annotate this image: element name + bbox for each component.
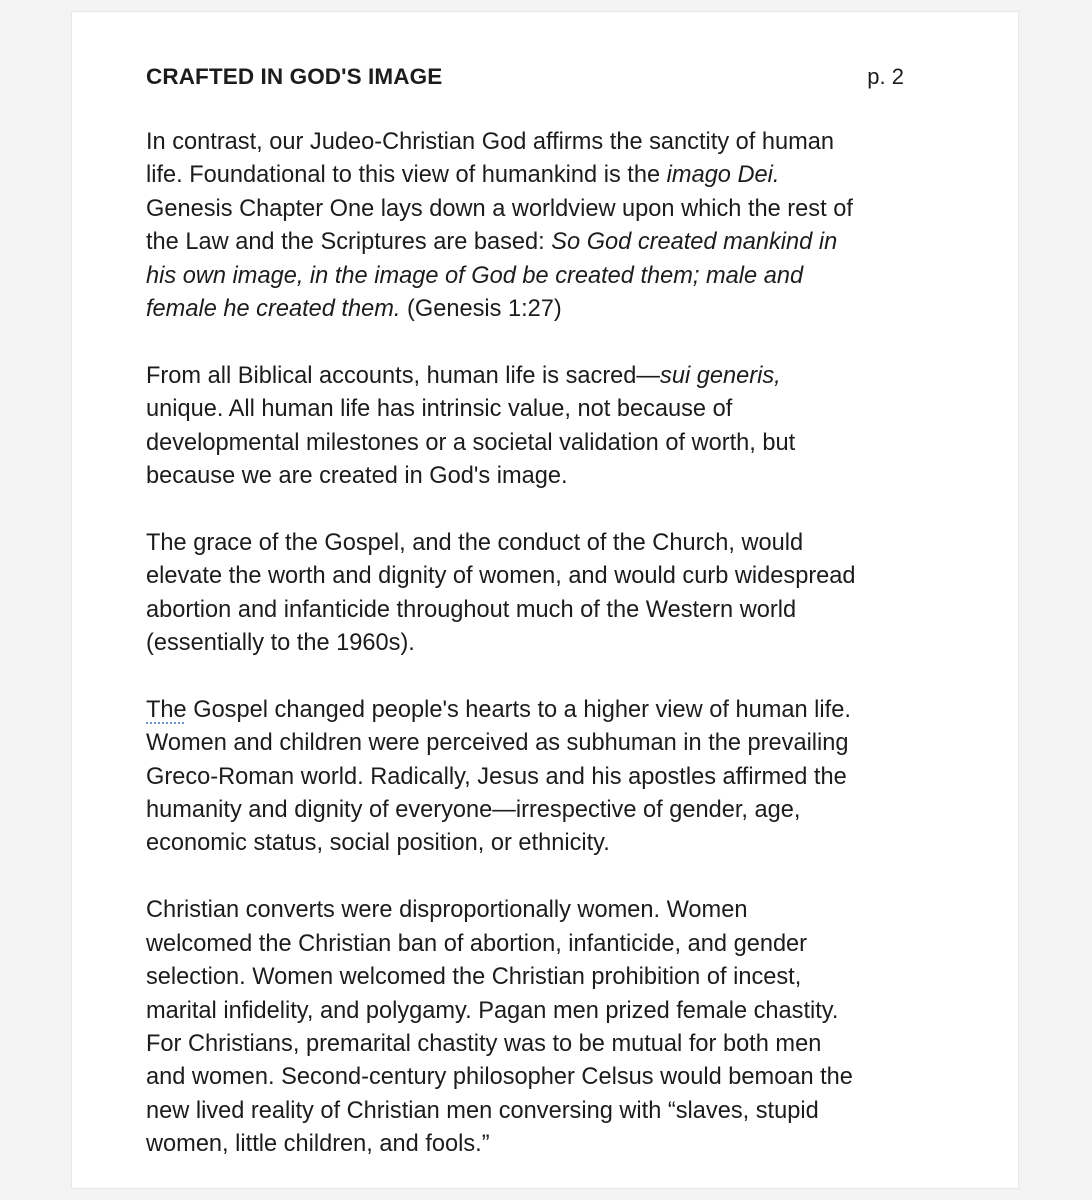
paragraph-1 <box>146 126 966 326</box>
italic-term: imago Dei. <box>666 162 780 189</box>
document-body <box>146 126 966 1195</box>
page-header <box>146 64 906 94</box>
text-line: Christian converts were disproportionally women. Women <box>146 897 748 924</box>
scripture-quote: his own image, in the image of God be created them; male and <box>146 262 804 289</box>
paragraph-5 <box>146 894 966 1161</box>
document-page <box>72 12 1018 1188</box>
scripture-quote: female he created them. <box>146 296 401 323</box>
text-run: life. Foundational to this view of humankind is the <box>146 162 667 189</box>
text-run: Gospel changed people's hearts to a higher view of human life. <box>186 696 851 723</box>
text-line: The grace of the Gospel, and the conduct of the Church, would <box>146 529 804 556</box>
spellcheck-marked-word[interactable]: The <box>146 696 187 723</box>
text-line: elevate the worth and dignity of women, and would curb widespread <box>146 563 856 590</box>
text-line: marital infidelity, and polygamy. Pagan men prized female chastity. <box>146 997 839 1024</box>
scripture-quote: So God created mankind in <box>551 229 838 256</box>
text-line: because we are created in God's image. <box>146 463 568 490</box>
text-line: developmental milestones or a societal validation of worth, but <box>146 429 796 456</box>
paragraph-3 <box>146 527 966 661</box>
text-line <box>146 293 966 326</box>
text-line: and women. Second-century philosopher Celsus would bemoan the <box>146 1064 853 1091</box>
text-line: (essentially to the 1960s). <box>146 630 415 657</box>
paragraph-4 <box>146 694 966 861</box>
paragraph-2 <box>146 360 966 494</box>
text-line: new lived reality of Christian men conversing with “slaves, stupid <box>146 1097 819 1124</box>
text-line <box>146 226 966 259</box>
text-line <box>146 159 966 192</box>
italic-term: sui generis, <box>660 362 781 389</box>
text-run: From all Biblical accounts, human life is sacred— <box>146 362 661 389</box>
text-line: women, little children, and fools.” <box>146 1131 490 1158</box>
text-line: economic status, social position, or ethnicity. <box>146 830 610 857</box>
text-line <box>146 360 966 393</box>
text-line: For Christians, premarital chastity was to be mutual for both men <box>146 1030 822 1057</box>
text-line: selection. Women welcomed the Christian prohibition of incest, <box>146 964 802 991</box>
text-line: Women and children were perceived as subhuman in the prevailing <box>146 730 849 757</box>
text-line: In contrast, our Judeo-Christian God affirms the sanctity of human <box>146 129 835 155</box>
text-line: Greco-Roman world. Radically, Jesus and his apostles affirmed the <box>146 763 847 790</box>
text-line: humanity and dignity of everyone—irrespective of gender, age, <box>146 797 801 824</box>
text-line: unique. All human life has intrinsic value, not because of <box>146 396 733 423</box>
text-line: welcomed the Christian ban of abortion, infanticide, and gender <box>146 930 808 957</box>
text-line <box>146 694 966 727</box>
document-title: CRAFTED IN GOD'S IMAGE <box>146 64 443 89</box>
scripture-citation: (Genesis 1:27) <box>400 296 562 323</box>
text-line: abortion and infanticide throughout much of the Western world <box>146 596 797 623</box>
text-run: the Law and the Scriptures are based: <box>146 229 552 256</box>
page-number: p. 2 <box>867 64 904 89</box>
text-line: Genesis Chapter One lays down a worldview upon which the rest of <box>146 195 853 222</box>
